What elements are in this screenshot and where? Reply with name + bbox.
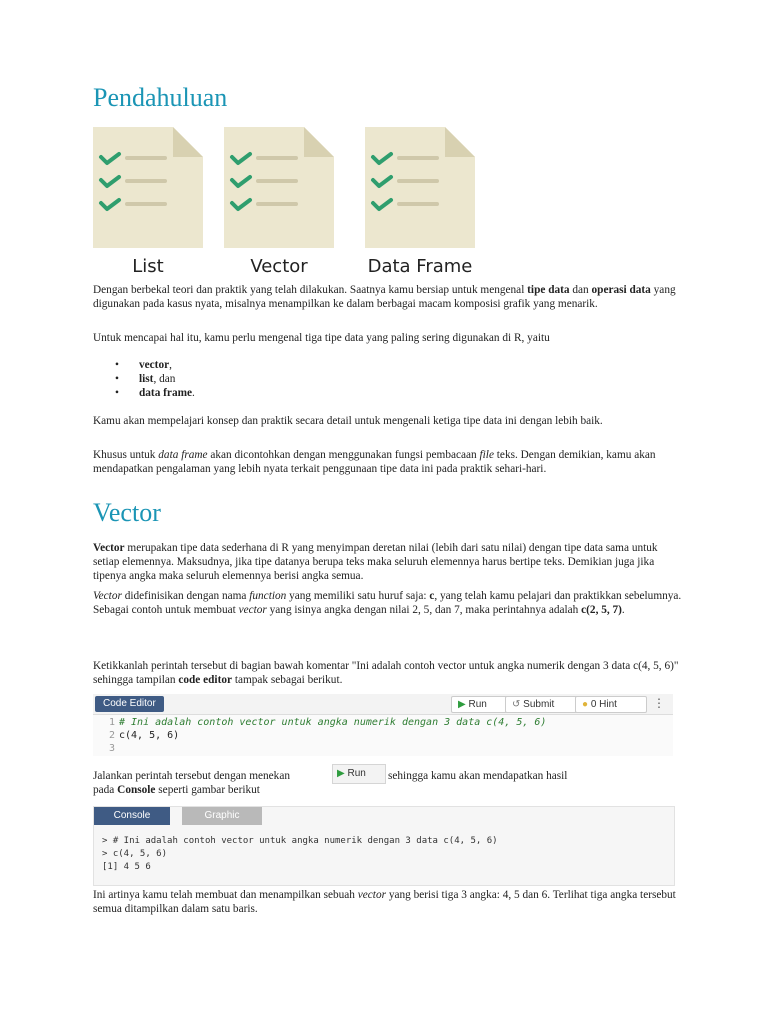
- code-editor-panel: [93, 694, 673, 756]
- console-reference-text: pada Console seperti gambar berikut: [93, 784, 260, 796]
- list-item: • list, dan: [115, 373, 176, 385]
- more-options-icon[interactable]: ⋮: [653, 696, 665, 710]
- submit-icon: ↺: [512, 699, 521, 710]
- submit-label: Submit: [523, 699, 555, 710]
- paragraph-vector-function: Vector didefinisikan dengan nama function yang memiliki satu huruf saja: c, yang telah kamu pelajari dan praktikkan sebelumnya. Sebagai contoh untuk membuat vector yang isinya angka dengan nilai 2, 5, dan 7, maka perintahnya adalah c(2, 5, 7).: [93, 590, 682, 616]
- data-type-list: [115, 358, 195, 400]
- code-editor-toolbar: [93, 694, 673, 715]
- paragraph-type-command: Ketikkanlah perintah tersebut di bagian bawah komentar "Ini adalah contoh vector untuk angka numerik dengan 3 data c(4, 5, 6)" sehingga tampilan code editor tampak sebagai berikut.: [93, 660, 679, 686]
- icon-label-data-frame: Data Frame: [367, 256, 473, 277]
- section-title-vector: Vector: [93, 498, 161, 527]
- code-area[interactable]: [93, 715, 673, 756]
- run-label: Run: [347, 768, 366, 779]
- paragraph-learning: Kamu akan mempelajari konsep dan praktik secara detail untuk mengenali ketiga tipe data ini dengan lebih baik.: [93, 415, 603, 427]
- console-line: [1] 4 5 6: [102, 862, 151, 872]
- submit-button[interactable]: [505, 696, 579, 713]
- icon-label-list: List: [132, 256, 164, 277]
- run-label: Run: [468, 699, 487, 710]
- run-button[interactable]: [451, 696, 509, 713]
- paragraph-data-frame: Khusus untuk data frame akan dicontohkan dengan menggunakan fungsi pembacaan file teks. Dengan demikian, kamu akan mendapatkan pengalaman yang lebih nyata terkait penggunaan tipe data ini pada praktik sehari-hari.: [93, 449, 656, 475]
- run-instruction-text-cont: sehingga kamu akan mendapatkan hasil: [388, 770, 568, 782]
- hint-label: 0 Hint: [590, 699, 617, 710]
- code-line: 1 # Ini adalah contoh vector untuk angka numerik dengan 3 data c(4, 5, 6): [108, 717, 547, 728]
- paragraph-vector-definition: Vector merupakan tipe data sederhana di R yang menyimpan deretan nilai (lebih dari satu nilai) dengan tipe data sama untuk setiap elemennya. Maksudnya, jika tipe datanya berupa teks maka seluruh elemennya harus bertipe teks. Demikian juga jika tipenya angka maka seluruh elemennya berisi angka semua.: [93, 542, 658, 582]
- paragraph-data-types: Untuk mencapai hal itu, kamu perlu mengenal tiga tipe data yang paling sering digunakan di R, yaitu: [93, 332, 550, 344]
- console-output: [102, 835, 498, 874]
- code-line: 3: [108, 743, 115, 754]
- list-item: • vector,: [115, 359, 172, 371]
- play-icon: ▶: [458, 699, 466, 710]
- console-line: > # Ini adalah contoh vector untuk angka numerik dengan 3 data c(4, 5, 6): [102, 836, 498, 846]
- code-line: 2 c(4, 5, 6): [108, 730, 180, 741]
- data-type-illustration: [93, 127, 483, 277]
- run-instruction-text: Jalankan perintah tersebut dengan menekan: [93, 770, 290, 782]
- paragraph-intro: Dengan berbekal teori dan praktik yang telah dilakukan. Saatnya kamu bersiap untuk mengenal tipe data dan operasi data yang digunakan pada kasus nyata, misalnya menampilkan ke dalam berbagai macam komposisi grafik yang menarik.: [93, 284, 676, 310]
- hint-button[interactable]: [575, 696, 647, 713]
- lightbulb-icon: ●: [582, 699, 589, 710]
- checklist-document-icon: [365, 127, 475, 248]
- tab-graphic[interactable]: Graphic: [182, 807, 262, 825]
- list-item: • data frame.: [115, 387, 195, 399]
- tab-console[interactable]: Console: [94, 807, 170, 825]
- tab-code-editor[interactable]: Code Editor: [95, 696, 164, 712]
- console-line: > c(4, 5, 6): [102, 849, 168, 859]
- paragraph-result: Ini artinya kamu telah membuat dan menampilkan sebuah vector yang berisi tiga 3 angka: 4, 5 dan 6. Terlihat tiga angka tersebut semua ditampilkan dalam satu baris.: [93, 889, 676, 915]
- icon-label-vector: Vector: [250, 256, 308, 277]
- console-panel: [93, 806, 675, 886]
- section-title-pendahuluan: Pendahuluan: [93, 83, 228, 112]
- play-icon: ▶: [337, 768, 345, 779]
- run-button-image: [332, 764, 386, 784]
- checklist-document-icon: [224, 127, 334, 248]
- checklist-document-icon: [93, 127, 203, 248]
